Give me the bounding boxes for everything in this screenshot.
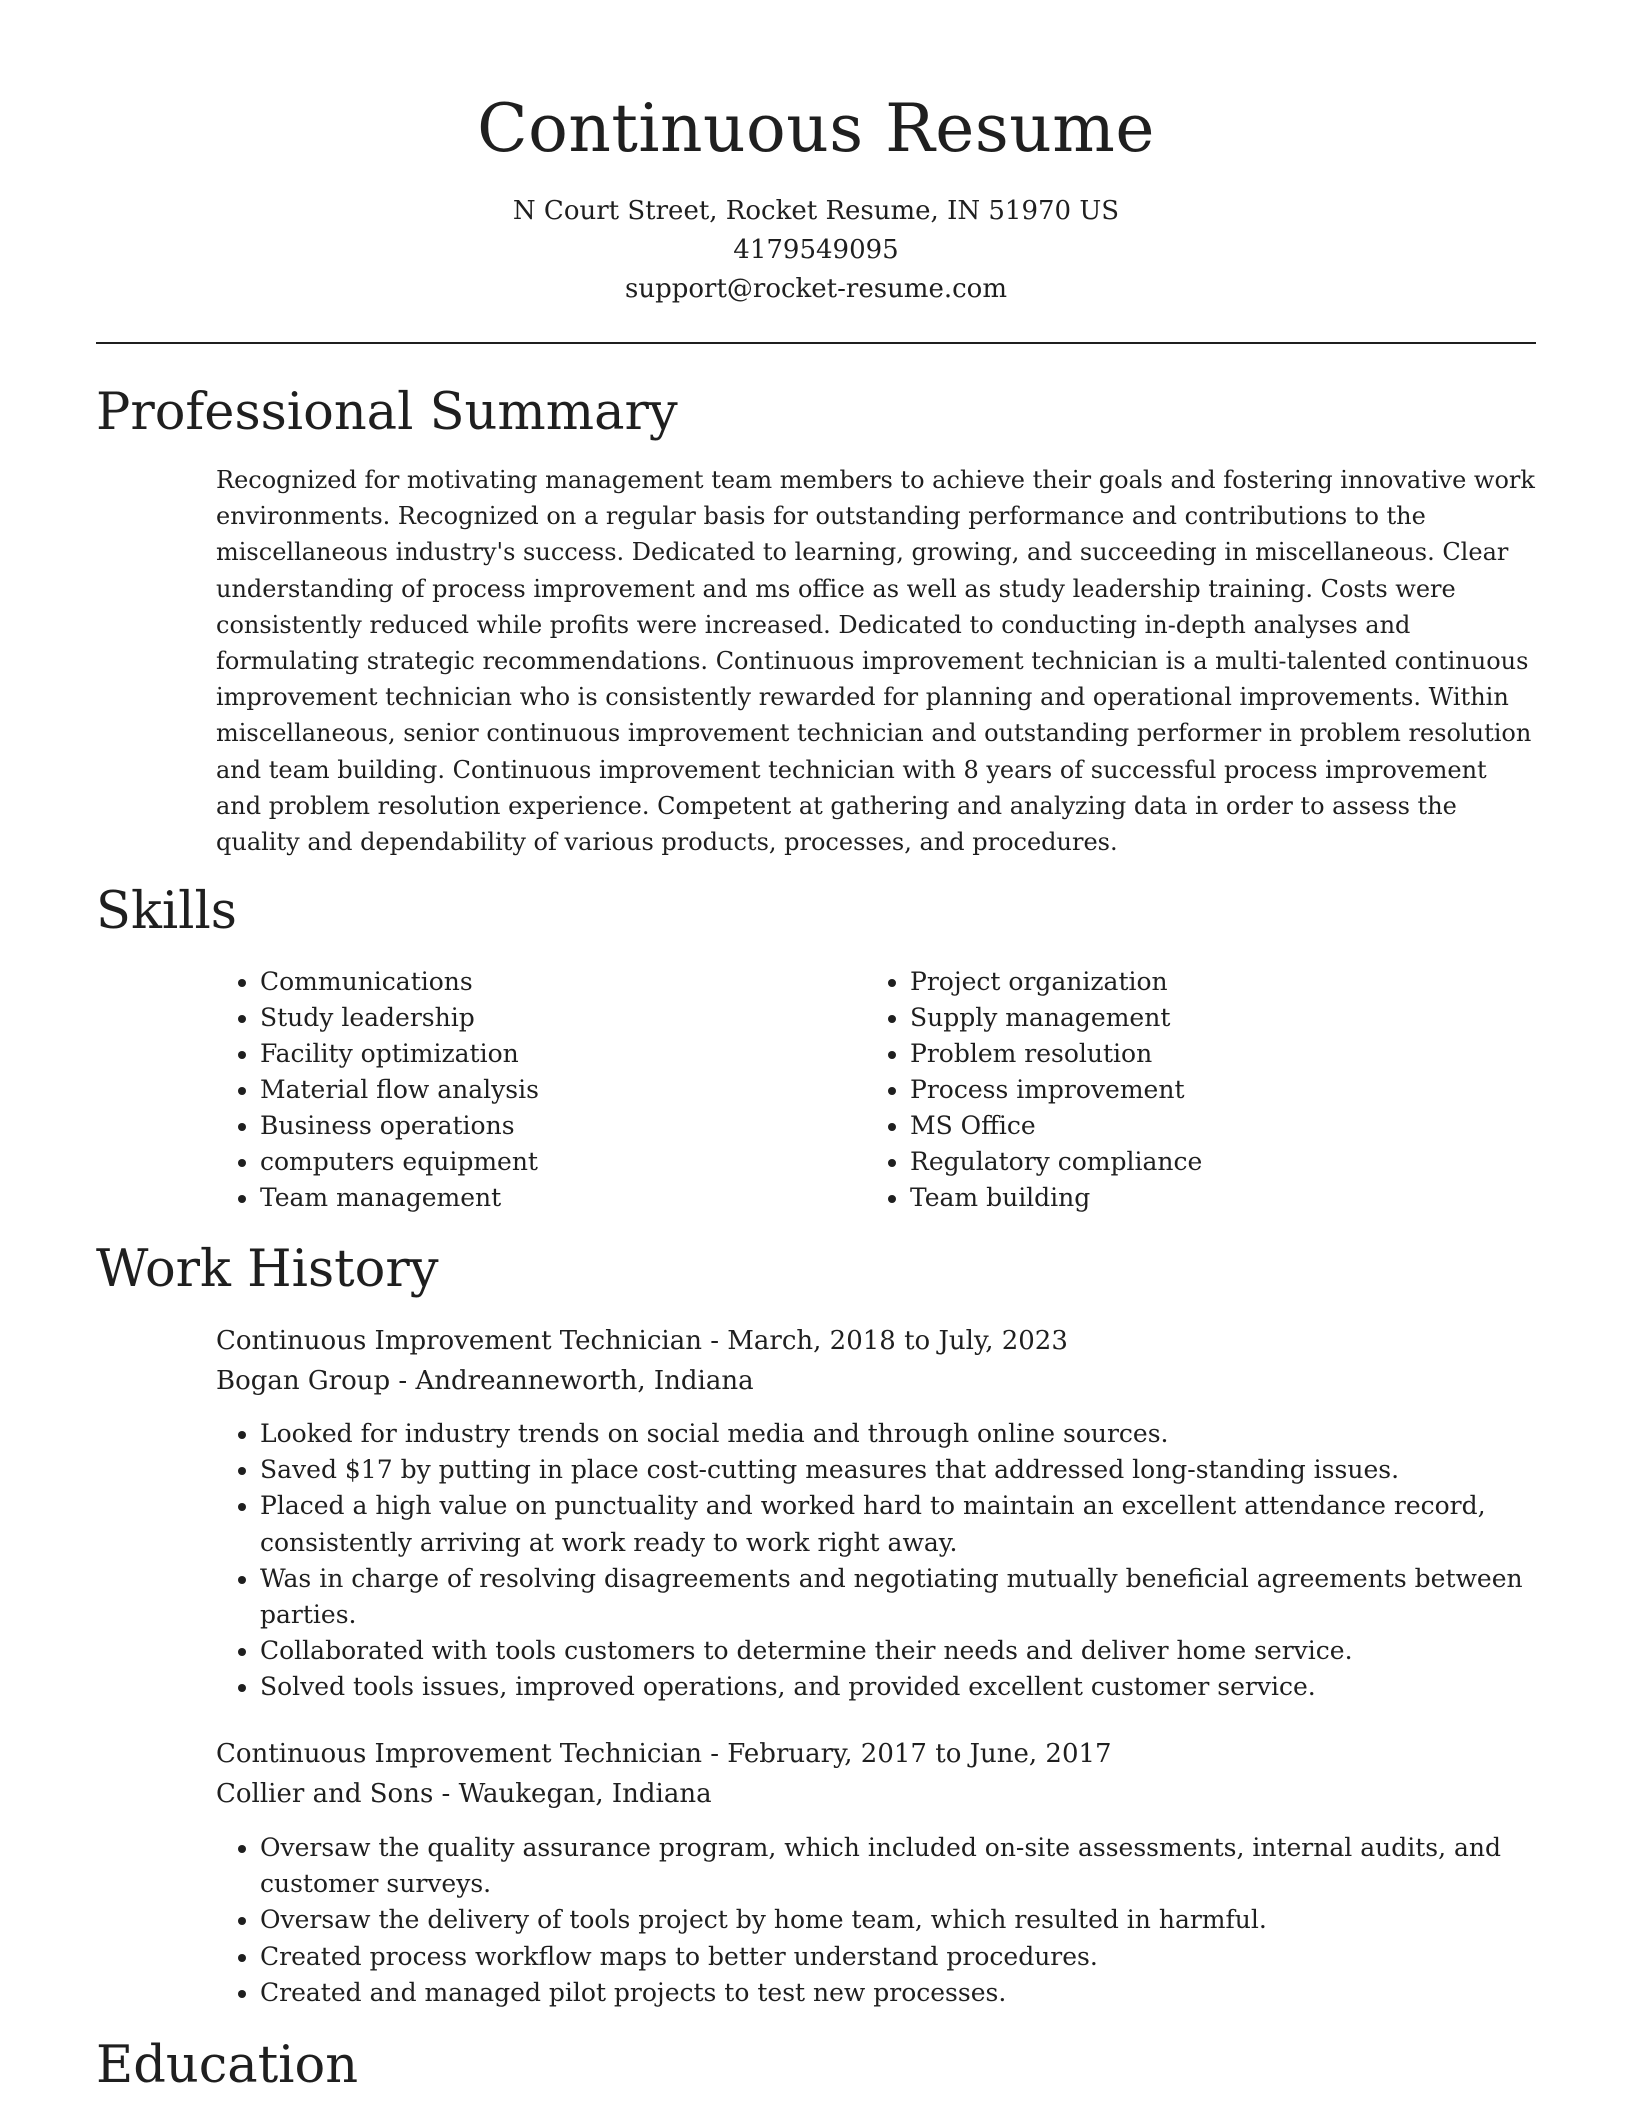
job-bullet: • Saved $17 by putting in place cost-cutting measures that addressed long-standing issues. <box>260 1452 1536 1488</box>
job-title-line: Continuous Improvement Technician - March, 2018 to July, 2023 <box>216 1326 1068 1356</box>
skill-item: • Team management <box>260 1180 856 1216</box>
skill-item: • Regulatory compliance <box>910 1144 1506 1180</box>
header-divider <box>96 342 1536 344</box>
contact-email: support@rocket-resume.com <box>624 274 1007 304</box>
job-bullet: • Placed a high value on punctuality and worked hard to maintain an excellent attendance record, consistently arriving at work ready to work right away. <box>260 1488 1536 1560</box>
section-title-summary: Professional Summary <box>96 383 678 442</box>
section-title-education: Education <box>96 2036 359 2095</box>
job-bullet: • Was in charge of resolving disagreements and negotiating mutually beneficial agreements between parties. <box>260 1561 1536 1633</box>
skill-item: • Team building <box>910 1180 1506 1216</box>
resume-header <box>96 84 1536 309</box>
skill-item: • computers equipment <box>260 1144 856 1180</box>
section-title-work-history: Work History <box>96 1240 439 1299</box>
summary-text: Recognized for motivating management team members to achieve their goals and fostering innovative work environments. Recognized on a regular basis for outstanding performance and contributions to the miscellaneous industry's success. Dedicated to learning, growing, and succeeding in miscellaneous. Clear understanding of process improvement and ms office as well as study leadership training. Costs were consistently reduced while profits were increased. Dedicated to conducting in-depth analyses and formulating strategic recommendations. Continuous improvement technician is a multi-talented continuous improvement technician who is consistently rewarded for planning and operational improvements. Within miscellaneous, senior continuous improvement technician and outstanding performer in problem resolution and team building. Continuous improvement technician with 8 years of successful process improvement and problem resolution experience. Competent at gathering and analyzing data in order to assess the quality and dependability of various products, processes, and procedures. <box>216 466 1535 857</box>
skill-item: • Communications <box>260 964 856 1000</box>
skills-list-left <box>216 964 856 1216</box>
job-company-line: Bogan Group - Andreanneworth, Indiana <box>216 1366 754 1396</box>
job-bullet: • Oversaw the delivery of tools project by home team, which resulted in harmful. <box>260 1902 1536 1938</box>
contact-address: N Court Street, Rocket Resume, IN 51970 US <box>512 196 1120 226</box>
skill-item: • Facility optimization <box>260 1036 856 1072</box>
skill-item: • Project organization <box>910 964 1506 1000</box>
job-bullet: • Created process workflow maps to better understand procedures. <box>260 1939 1536 1975</box>
job-bullet: • Solved tools issues, improved operations, and provided excellent customer service. <box>260 1669 1536 1705</box>
job-bullet: • Created and managed pilot projects to test new processes. <box>260 1975 1536 2011</box>
job-company-line: Collier and Sons - Waukegan, Indiana <box>216 1779 712 1809</box>
contact-phone: 4179549095 <box>733 235 899 265</box>
skill-item: • Business operations <box>260 1108 856 1144</box>
skill-item: • Supply management <box>910 1000 1506 1036</box>
skill-item: • Process improvement <box>910 1072 1506 1108</box>
job-bullet: • Looked for industry trends on social media and through online sources. <box>260 1416 1536 1452</box>
candidate-name: Continuous Resume <box>477 90 1155 167</box>
job-bullets <box>216 1416 1536 1706</box>
skill-item: • Material flow analysis <box>260 1072 856 1108</box>
job-bullet: • Collaborated with tools customers to determine their needs and deliver home service. <box>260 1633 1536 1669</box>
section-title-skills: Skills <box>96 882 237 941</box>
skills-list-right <box>866 964 1506 1216</box>
job-bullet: • Oversaw the quality assurance program, which included on-site assessments, internal audits, and customer surveys. <box>260 1830 1536 1902</box>
skill-item: • Study leadership <box>260 1000 856 1036</box>
skill-item: • MS Office <box>910 1108 1506 1144</box>
job-title-line: Continuous Improvement Technician - February, 2017 to June, 2017 <box>216 1739 1112 1769</box>
job-bullets <box>216 1830 1536 2011</box>
skill-item: • Problem resolution <box>910 1036 1506 1072</box>
